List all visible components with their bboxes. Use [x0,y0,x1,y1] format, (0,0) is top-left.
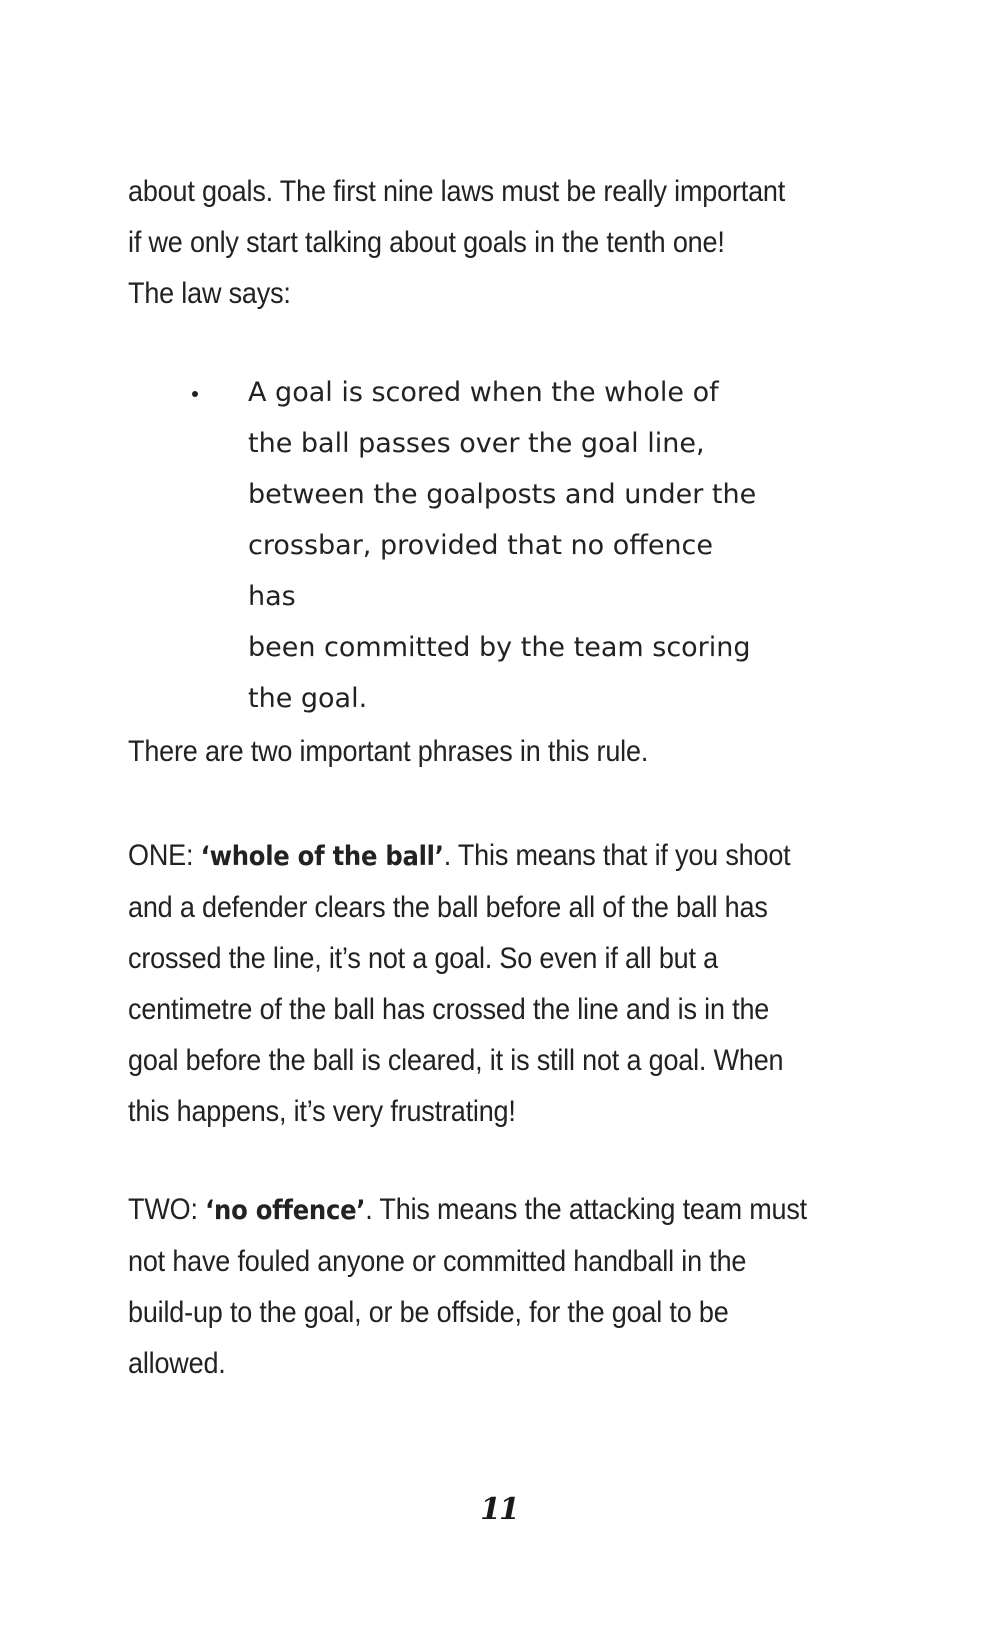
phrase-one-line: and a defender clears the ball before all of the ball has [128,891,768,924]
phrase-two-line: not have fouled anyone or committed handball in the [128,1245,747,1278]
intro-line: if we only start talking about goals in the tenth one! [128,226,725,259]
intro-line: about goals. The first nine laws must be really important [128,175,786,208]
phrase-two-text: . This means the attacking team must [365,1193,808,1226]
phrase-two-first-line [128,1184,866,1236]
phrase-one-line: centimetre of the ball has crossed the line and is in the [128,993,770,1026]
phrases-line: There are two important phrases in this rule. [128,735,649,768]
phrase-one-first-line [128,830,848,882]
intro-line: The law says: [128,277,291,310]
intro-paragraph [128,166,848,319]
law-quote-line: the ball passes over the goal line, [248,428,705,459]
law-quote-line: between the goalposts and under the [248,479,757,510]
law-quote-line: been committed by the team scoring [248,632,751,663]
phrase-one-line: goal before the ball is cleared, it is still not a goal. When [128,1044,784,1077]
phrase-one-line: crossed the line, it’s not a goal. So even if all but a [128,942,718,975]
law-quote-line: A goal is scored when the whole of [248,377,719,408]
phrase-two-line: build-up to the goal, or be offside, for the goal to be [128,1296,729,1329]
phrase-one-highlight: ‘whole of the ball’ [200,841,444,872]
law-quote-text [248,367,768,724]
phrase-two-label: TWO: [128,1193,206,1226]
phrase-one-line: this happens, it’s very frustrating! [128,1095,516,1128]
phrase-two-line: allowed. [128,1347,226,1380]
page-number: 11 [480,1492,518,1527]
phrase-two-paragraph [128,1184,866,1389]
phrase-one-text: . This means that if you shoot [443,839,791,872]
phrase-one-paragraph [128,830,848,1137]
bullet-dot-icon [192,391,198,397]
law-quote-line: crossbar, provided that no offence has [248,530,713,612]
law-quote-line: the goal. [248,683,368,714]
phrases-paragraph [128,726,812,777]
phrase-one-label: ONE: [128,839,201,872]
phrase-two-highlight: ‘no offence’ [205,1195,366,1226]
